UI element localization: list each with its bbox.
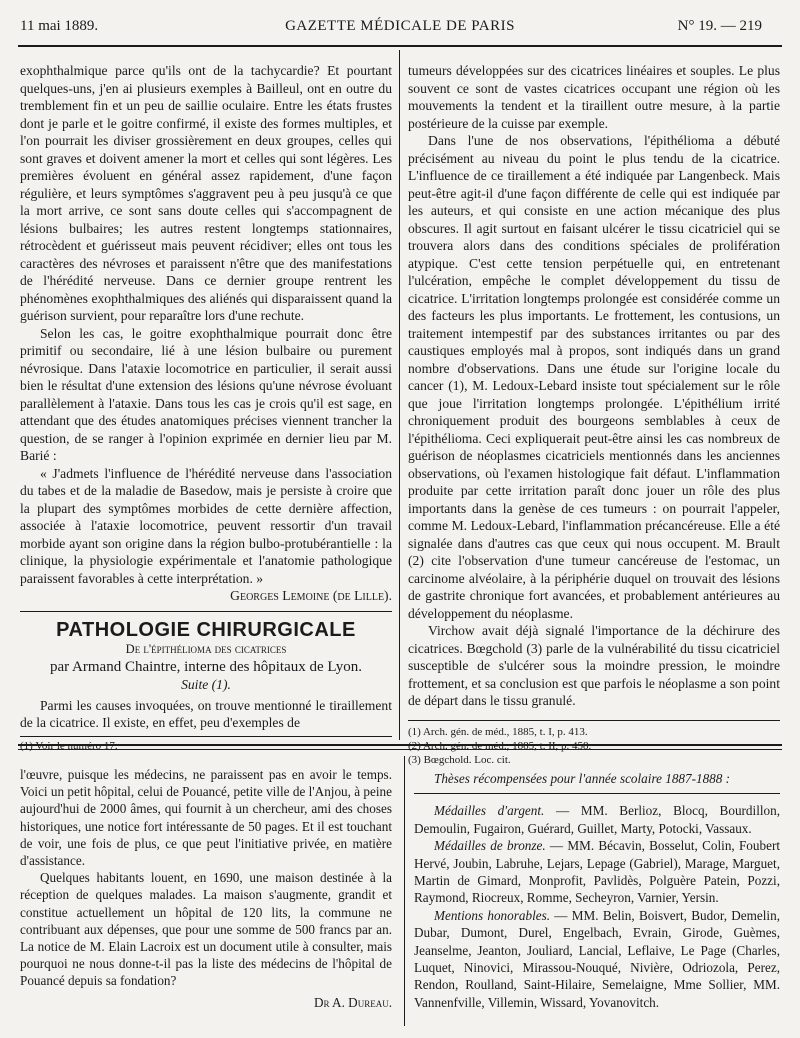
header-rule bbox=[18, 45, 782, 47]
byline: par Armand Chaintre, interne des hôpitaux de Lyon. bbox=[49, 658, 362, 675]
section-title: PATHOLOGIE CHIRURGICALE bbox=[56, 618, 356, 641]
author-signature: Dr A. Dureau. bbox=[313, 994, 392, 1010]
upper-right-column bbox=[408, 62, 780, 767]
quotation: « J'admets l'influence de l'hérédité nerveuse dans l'association du tabes et de la maladie de Basedow, mais je persiste à croire que la plupart des symptômes morbides de cette dernière affection, associée à l'ataxie locomotrice, peuvent ressortir d'un travail morbide ayant son origine dans la région bulbo-protubérantielle : la clinique, la physiologie expérimentale et l'anatomie pathologique paraissent favorables à cette interprétation. » bbox=[20, 465, 392, 586]
upper-left-column bbox=[20, 62, 392, 753]
journal-title: GAZETTE MÉDICALE DE PARIS bbox=[285, 18, 515, 34]
footnote: (3) Bœgchold. Loc. cit. bbox=[408, 753, 511, 766]
suite-note: Suite (1). bbox=[181, 677, 231, 692]
honorable-mentions: Mentions honorables. — MM. Belin, Boisvert, Budor, Demelin, Dubar, Dumont, Durel, Engelbach, Evrain, Girode, Guèmes, Jeanselme, Jeanton, Jouliard, Lancial, Leflaive, Le Page (Charles, Luquet, Ninovici, Mirassou-Nouqué, Nivière, Odriozola, Perez, Rendon, Roulland, Saint-Hilaire, Semelaigne, Mme Sollier, MM. Vannenfville, Villemin, Wissard, Yovanovitch. bbox=[414, 907, 780, 1010]
footnote-rule bbox=[20, 736, 392, 737]
page-number: N° 19. — 219 bbox=[677, 18, 762, 34]
heading-rule bbox=[414, 793, 780, 794]
article-title: De l'épithélioma des cicatrices bbox=[125, 642, 287, 656]
paragraph: Dans l'une de nos observations, l'épithélioma a débuté précisément au niveau du point le plus tendu de la cicatrice. L'influence de ce tiraillement a été indiquée par Langenbeck. Mais peut-être agit-il d'une façon différente de celle qui est indiquée par les auteurs, et qui consiste en une action mécanique des plus obscures. Il agit surtout en faisant ulcérer le tissu cicatriciel qui se trouvera alors dans des conditions spéciales de prolifération atypique. C'est cette tension perpétuelle qui, en entretenant l'ulcération, empêche le complet développement du tissu de cicatrice. L'irritation longtemps prolongée est considérée comme un des facteurs les plus importants. Le frottement, les contusions, un traitement intempestif par des substances irritantes ou par des caustiques employés mal à propos, sont indiqués dans un grand nombre d'observations. Dans une étude sur l'origine locale du cancer (1), M. Ledoux-Lebard insiste tout spécialement sur le rôle que joue l'irritation longtemps prolongée. L'épithélium irrité chroniquement produit des bourgeons semblables à ceux de l'épithélioma. Ceci expliquerait peut-être ainsi les cas nombreux de guérison de néoplasmes cicatriciels mentionnés dans les anciennes observations, où l'examen histologique fait défaut. L'inflammation produite par cette irritation paraît donc jouer un rôle des plus importants dans la genèse de ces tumeurs : on pourrait l'appeler, comme M. Ledoux-Lebard, l'inflammation précancéreuse. Elle a été signalée dans d'autres cas que ceux qui nous occupent. M. Brault (2) cite l'observation d'une tumeur cancéreuse de l'estomac, un carcinome alvéolaire, à la périphérie duquel on trouvait des lésions de gastrite chronique fort avancées, et probablement antérieures au développement du néoplasme. bbox=[408, 133, 780, 621]
paragraph: l'œuvre, puisque les médecins, ne paraissent pas en avoir le temps. Voici un petit hôpital, celui de Pouancé, petite ville de l'Anjou, à peine aujourd'hui de 2000 âmes, qui fournit à un chercheur, ami des choses historiques, une notice fort intéressante de 50 pages. Et il est touchant de voir, une fois de plus, ce que peut l'initiative privée, en matière d'assistance. bbox=[20, 767, 392, 869]
double-rule-top bbox=[18, 744, 782, 746]
paragraph: exophthalmique parce qu'ils ont de la tachycardie? Et pourtant quelques-uns, j'en ai plusieurs exemples à Bailleul, ont en outre du tremblement fin et un peu de saillie oculaire. Entre les états frustes dont je parle et le goitre confirmé, il existe des formes multiples, et l'on pourrait les diviser grossièrement en deux groupes, celles qui sont graves et doivent amener la mort et celles qui sont légères. Les premières évoluent en général assez rapidement, d'une façon régulière, et leurs symptômes s'aggravent peu à peu jusqu'à ce que la mort arrive, ce sont sans doute celles qui s'accompagnent de lésions bulbaires; les autres restent longtemps stationnaires, rétrocèdent et guérisseut mais peuvent récidiver; elles ont tous les caractères des névroses et paraissent n'être que des manifestations de l'hérédité nerveuse. Dans ce dernier groupe rentrent les phénomènes exophthalmiques des aliénés qui disparaissent quand la guérison survient, pour reparaître lors d'une rechute. bbox=[20, 63, 392, 323]
lower-right-column bbox=[414, 770, 780, 1011]
theses-heading: Thèses récompensées pour l'année scolaire 1887-1888 : bbox=[434, 771, 731, 786]
author-signature: Georges Lemoine (de Lille). bbox=[230, 588, 392, 603]
page-header bbox=[0, 18, 800, 40]
paragraph: Quelques habitants louent, en 1690, une maison destinée à la réception de quelques malades. La maison s'augmente, grandit et constitue actuellement un hôpital de 120 lits, la commune ne contribuant aux dépenses, que pour une somme de 500 francs par an. La notice de M. Elain Lacroix est un document utile à consulter, mais pourquoi ne nous donne-t-il pas la liste des médecins de l'hôpital de Pouancé depuis sa fondation? bbox=[20, 870, 392, 989]
paragraph: tumeurs développées sur des cicatrices linéaires et souples. Le plus souvent ce sont de vastes cicatrices occupant une région où les mouvements la tendent et la tiraillent outre mesure, à la partie postérieure de la cuisse par exemple. bbox=[408, 63, 780, 131]
footnote: (1) Arch. gén. de méd., 1885, t. I, p. 413. bbox=[408, 725, 588, 738]
paragraph: Parmi les causes invoquées, on trouve mentionné le tiraillement de la cicatrice. Il existe, en effet, peu d'exemples de bbox=[20, 697, 392, 730]
column-divider-lower bbox=[404, 756, 405, 1026]
silver-medals: Médailles d'argent. — MM. Berlioz, Blocq, Bourdillon, Demoulin, Fugairon, Guérard, Guillet, Marty, Potocki, Vassaux. bbox=[414, 803, 781, 836]
footnote-rule bbox=[408, 720, 780, 721]
section-rule bbox=[20, 611, 392, 612]
lower-left-column bbox=[20, 766, 392, 1011]
bronze-medals: Médailles de bronze. — MM. Bécavin, Bosselut, Colin, Foubert Hervé, Joubin, Labruhe, Lejars, Lepage (Gabriel), Marage, Marguet, Martin de Gimard, Monprofit, Pavlidès, Polguère Patein, Pozzi, Raymond, Riocreux, Romme, Secheyron, Varnier, Yersin. bbox=[414, 838, 780, 906]
paragraph: Selon les cas, le goitre exophthalmique pourrait donc être primitif ou secondaire, lié à une lésion bulbaire ou purement névrosique. Dans l'ataxie locomotrice en particulier, il serait aussi bien le résultat d'une extension des lésions qu'une névrose évoluant parallèlement à l'ataxie. Dans tous les cas je crois qu'il est sage, en attendant que des études anatomiques précises viennent trancher la question, de se ranger à l'opinion exprimée en dernier lieu par M. Barié : bbox=[20, 325, 392, 463]
column-divider-upper bbox=[399, 50, 400, 740]
double-rule-bottom bbox=[18, 749, 782, 750]
issue-date: 11 mai 1889. bbox=[20, 18, 99, 34]
paragraph: Virchow avait déjà signalé l'importance de la déchirure des cicatrices. Bœgchold (3) parle de la vulnérabilité du tissu cicatriciel susceptible de s'ulcérer sous la moindre pression, le moindre frottement, et sa conclusion est que parfois le néoplasme a son point de départ dans le tissu granulé. bbox=[408, 623, 780, 708]
